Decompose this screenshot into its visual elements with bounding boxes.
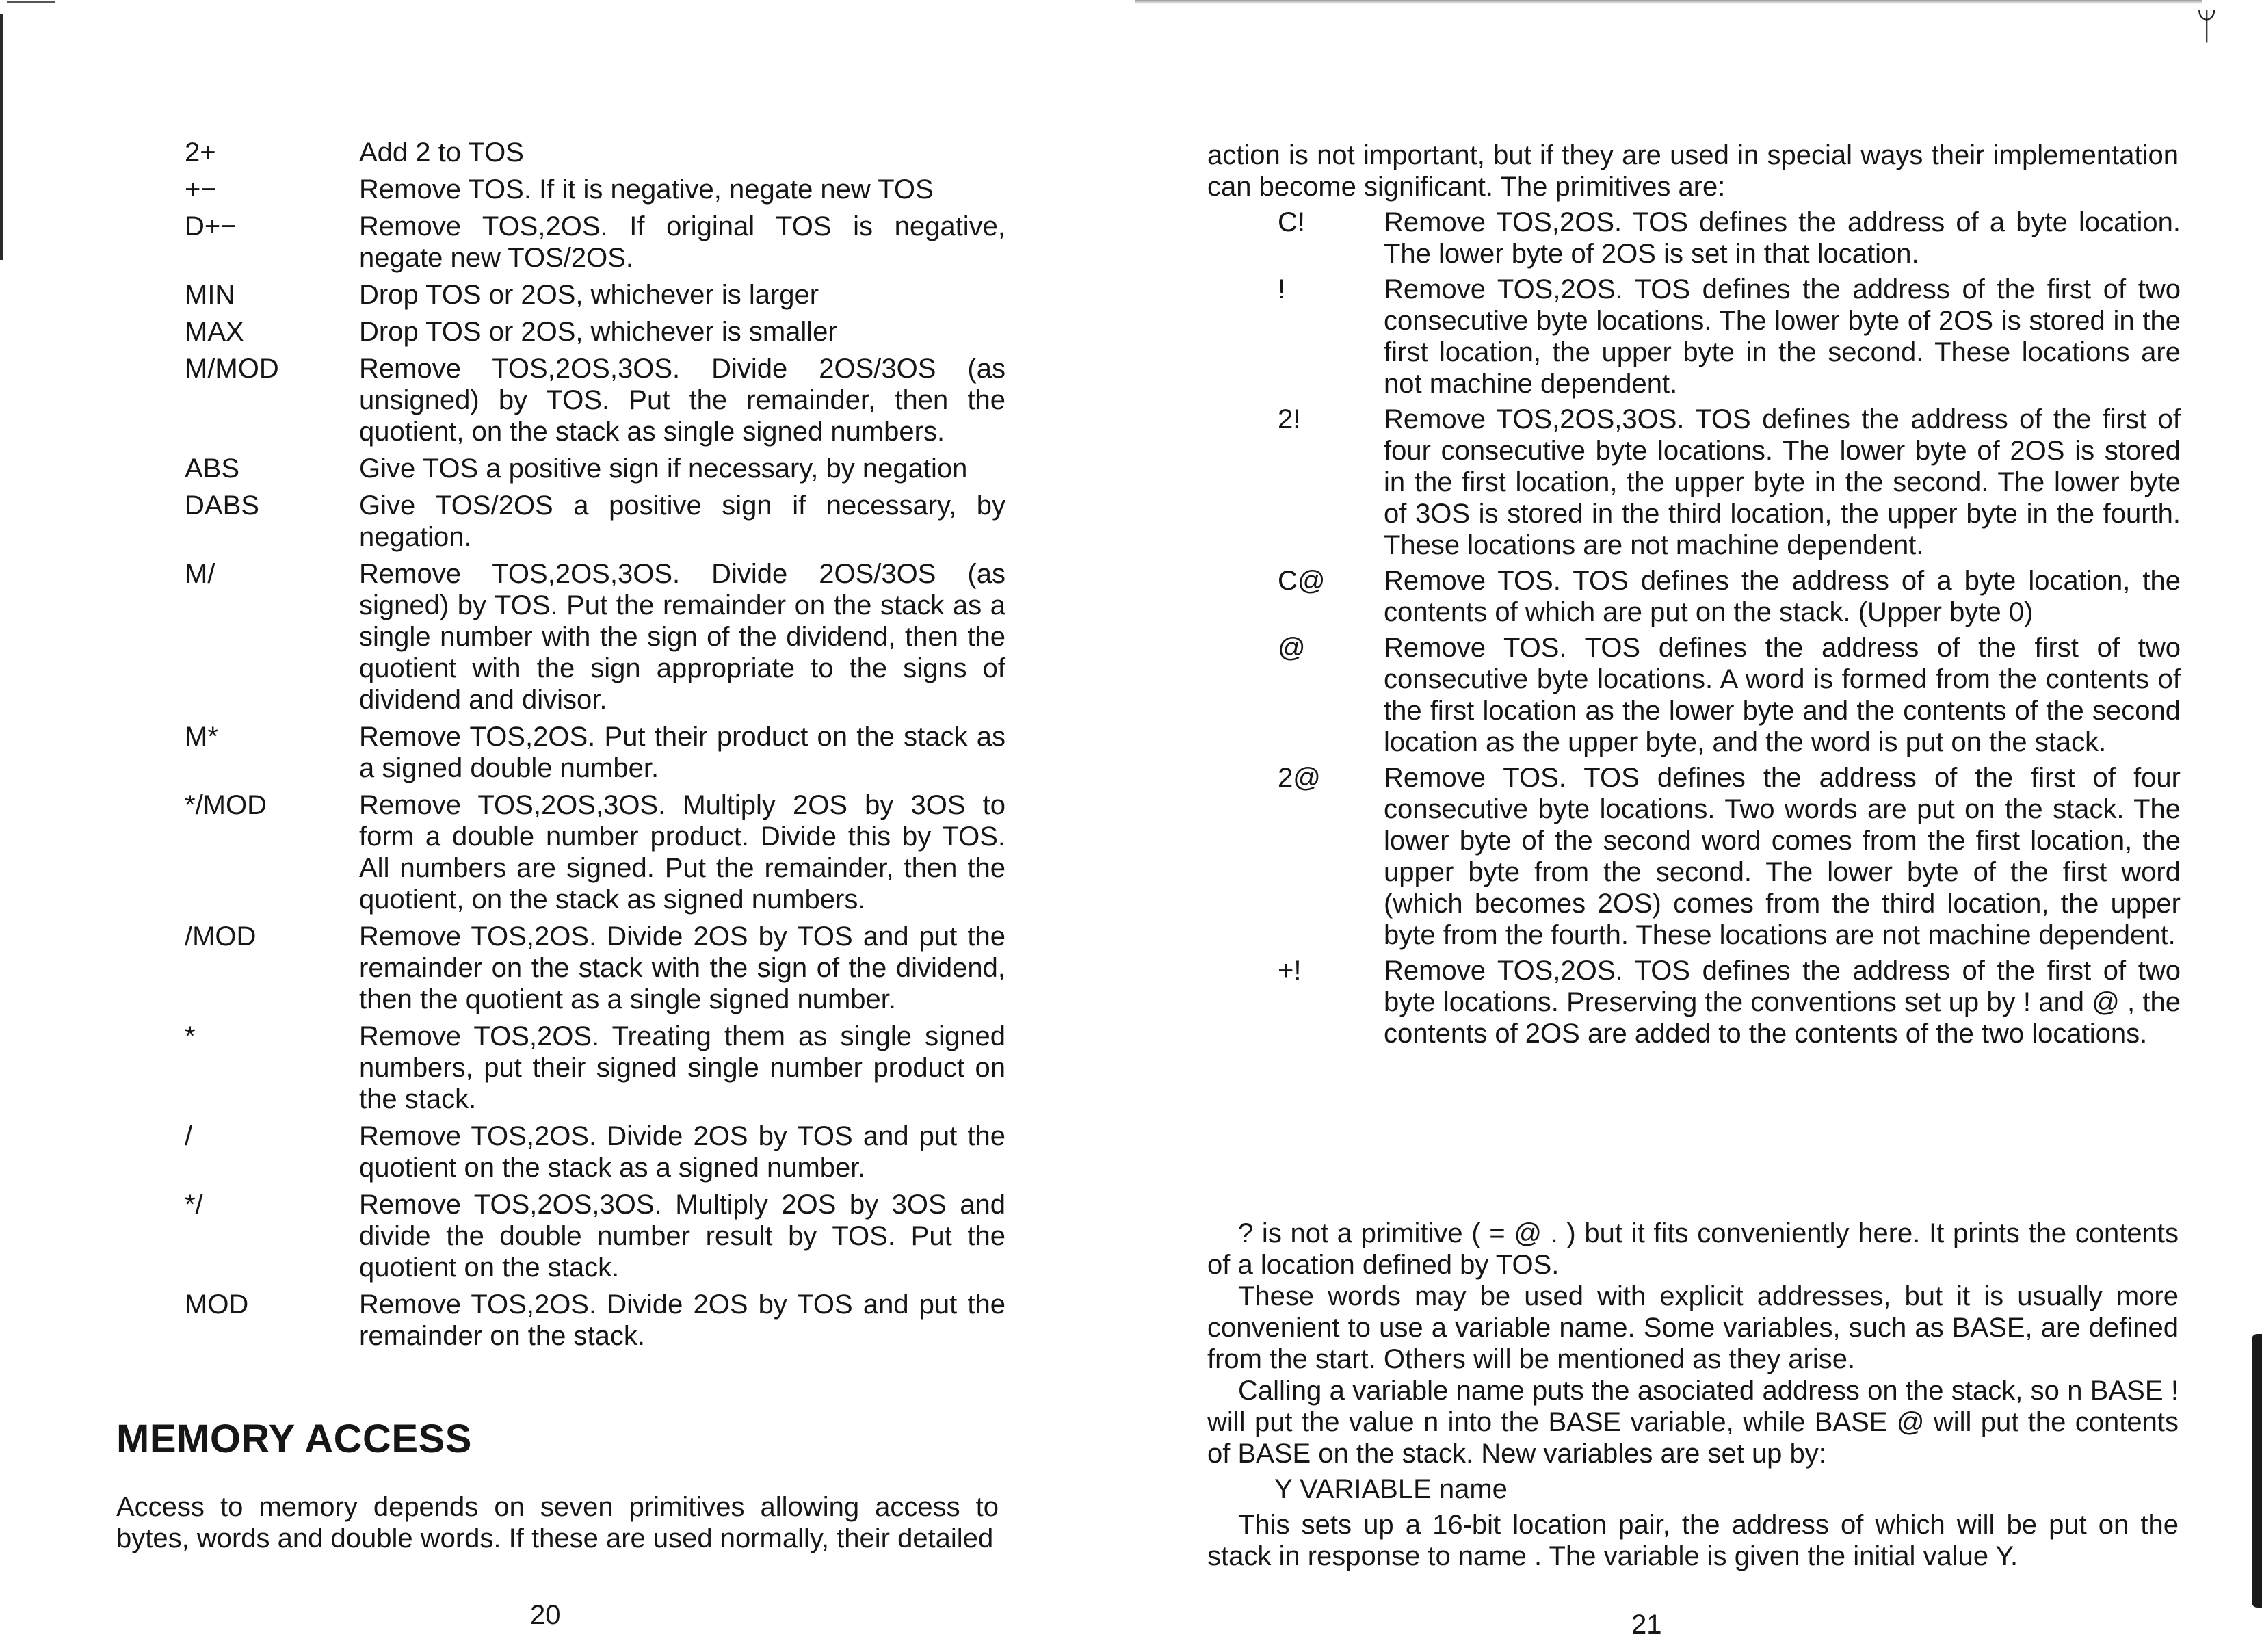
primitive-row bbox=[1278, 207, 2181, 270]
definition-term: M/ bbox=[185, 559, 215, 589]
definition-description: Remove TOS,2OS. Put their product on the stack as a signed double number. bbox=[359, 722, 1005, 783]
primitive-definitions bbox=[1278, 207, 2181, 1053]
definition-term: * bbox=[185, 1021, 196, 1051]
scan-mark-top-right: ᛘ bbox=[2196, 6, 2218, 47]
primitive-term: @ bbox=[1278, 633, 1306, 663]
primitive-description: Remove TOS. TOS defines the address of the first of four consecutive byte locations. Two words are put on the stack. The lower byte of the second word comes from the first location, the upper byte from the second. The lower byte of the first word (which becomes 2OS) comes from the third location, the upper byte from the fourth. These locations are not machine dependent. bbox=[1384, 763, 2181, 950]
definition-row bbox=[185, 137, 1005, 168]
definition-term: DABS bbox=[185, 490, 259, 521]
definition-term: MIN bbox=[185, 280, 235, 310]
definition-row bbox=[185, 921, 1005, 1015]
definition-term: / bbox=[185, 1121, 193, 1151]
definition-row bbox=[185, 453, 1005, 484]
definition-term: /MOD bbox=[185, 921, 257, 952]
notes-section bbox=[1207, 1218, 2179, 1572]
definition-description: Drop TOS or 2OS, whichever is larger bbox=[359, 280, 819, 310]
section-heading: MEMORY ACCESS bbox=[116, 1417, 472, 1461]
definition-term: 2+ bbox=[185, 137, 216, 168]
definition-row bbox=[185, 174, 1005, 205]
note-paragraph: ? is not a primitive ( = @ . ) but it fits conveniently here. It prints the contents of a location defined by TOS. bbox=[1207, 1218, 2179, 1280]
page-number: 21 bbox=[1631, 1610, 1662, 1640]
definition-row bbox=[185, 279, 1005, 311]
definition-description: Remove TOS,2OS,3OS. Divide 2OS/3OS (as unsigned) by TOS. Put the remainder, then the quotient, on the stack as single signed numbers. bbox=[359, 354, 1005, 447]
continuation-paragraph: action is not important, but if they are used in special ways their implementation can become significant. The primitives are: bbox=[1207, 140, 2179, 202]
primitive-term: C! bbox=[1278, 207, 1305, 237]
note-paragraph: Calling a variable name puts the asociated address on the stack, so n BASE ! will put the value n into the BASE variable, while BASE @ will put the contents of BASE on the stack. New variables are set up by: bbox=[1207, 1376, 2179, 1469]
note-paragraph: These words may be used with explicit addresses, but it is usually more convenient to use a variable name. Some variables, such as BASE, are defined from the start. Others will be mentioned as they arise. bbox=[1207, 1281, 2179, 1374]
primitive-row bbox=[1278, 632, 2181, 758]
closing-paragraph: This sets up a 16-bit location pair, the address of which will be put on the stack in response to name . The variable is given the initial value Y. bbox=[1207, 1510, 2179, 1571]
primitive-description: Remove TOS. TOS defines the address of the first of two consecutive byte locations. A word is formed from the contents of the first location as the lower byte and the contents of the second location as the upper byte, and the word is put on the stack. bbox=[1384, 633, 2181, 757]
definition-term: M/MOD bbox=[185, 354, 279, 384]
primitive-description: Remove TOS,2OS. TOS defines the address of the first of two byte locations. Preserving the conventions set up by ! and @ , the contents of 2OS are added to the contents of the two locations. bbox=[1384, 956, 2181, 1049]
definition-description: Give TOS a positive sign if necessary, by negation bbox=[359, 454, 968, 484]
definition-description: Remove TOS,2OS,3OS. Divide 2OS/3OS (as signed) by TOS. Put the remainder on the stack as a single number with the sign of the dividend, then the quotient with the sign appropriate to the signs of dividend and divisor. bbox=[359, 559, 1005, 715]
definition-term: MAX bbox=[185, 317, 244, 347]
definition-row bbox=[185, 211, 1005, 274]
definition-row bbox=[185, 789, 1005, 915]
definition-description: Drop TOS or 2OS, whichever is smaller bbox=[359, 317, 837, 347]
definition-description: Remove TOS,2OS. Treating them as single signed numbers, put their signed single number product on the stack. bbox=[359, 1021, 1005, 1114]
definition-term: */ bbox=[185, 1190, 203, 1220]
primitive-row bbox=[1278, 762, 2181, 951]
definition-term: ABS bbox=[185, 454, 240, 484]
primitive-description: Remove TOS,2OS. TOS defines the address of the first of two consecutive byte locations. The lower byte of 2OS is stored in the first location, the upper byte in the second. These locations are not machine dependent. bbox=[1384, 274, 2181, 399]
definition-description: Give TOS/2OS a positive sign if necessary, by negation. bbox=[359, 490, 1005, 552]
definition-description: Remove TOS,2OS. Divide 2OS by TOS and put the remainder on the stack with the sign of the dividend, then the quotient as a single signed number. bbox=[359, 921, 1005, 1014]
code-example: Y VARIABLE name bbox=[1274, 1474, 1508, 1504]
primitive-term: ! bbox=[1278, 274, 1286, 304]
right-page bbox=[1122, 0, 2262, 1652]
definition-term: */MOD bbox=[185, 790, 267, 820]
definition-term: +− bbox=[185, 174, 217, 205]
primitive-row bbox=[1278, 274, 2181, 399]
left-page bbox=[0, 0, 1122, 1652]
primitive-description: Remove TOS,2OS,3OS. TOS defines the address of the first of four consecutive byte locations. The lower byte of 2OS is stored in the first location, the upper byte in the second. The lower byte of 3OS is stored in the third location, the upper byte in the fourth. These locations are not machine dependent. bbox=[1384, 404, 2181, 560]
definition-row bbox=[185, 353, 1005, 447]
primitive-term: 2! bbox=[1278, 404, 1301, 434]
page-number: 20 bbox=[530, 1600, 561, 1630]
intro-paragraph: Access to memory depends on seven primitives allowing access to bytes, words and double words. If these are used normally, their detailed bbox=[116, 1492, 999, 1553]
primitive-term: +! bbox=[1278, 956, 1302, 986]
definition-description: Remove TOS. If it is negative, negate new TOS bbox=[359, 174, 934, 205]
definition-term: M* bbox=[185, 722, 218, 752]
definition-row bbox=[185, 490, 1005, 553]
definition-term: D+− bbox=[185, 211, 237, 241]
definition-description: Remove TOS,2OS,3OS. Multiply 2OS by 3OS to form a double number product. Divide this by TOS. All numbers are signed. Put the remainder, then the quotient, on the stack as signed numbers. bbox=[359, 790, 1005, 915]
definition-description: Remove TOS,2OS,3OS. Multiply 2OS by 3OS and divide the double number result by TOS. Put the quotient on the stack. bbox=[359, 1190, 1005, 1283]
definition-row bbox=[185, 1120, 1005, 1183]
definition-row bbox=[185, 558, 1005, 716]
definition-term: MOD bbox=[185, 1289, 249, 1320]
definition-description: Remove TOS,2OS. If original TOS is negative, negate new TOS/2OS. bbox=[359, 211, 1005, 273]
definition-row bbox=[185, 1021, 1005, 1115]
definition-row bbox=[185, 721, 1005, 784]
definition-row bbox=[185, 1189, 1005, 1283]
definition-row bbox=[185, 1289, 1005, 1352]
definition-description: Remove TOS,2OS. Divide 2OS by TOS and put the quotient on the stack as a signed number. bbox=[359, 1121, 1005, 1183]
primitive-term: C@ bbox=[1278, 566, 1326, 596]
primitive-term: 2@ bbox=[1278, 763, 1321, 793]
primitive-row bbox=[1278, 565, 2181, 628]
primitive-row bbox=[1278, 955, 2181, 1049]
primitive-description: Remove TOS. TOS defines the address of a byte location, the contents of which are put on the stack. (Upper byte 0) bbox=[1384, 566, 2181, 627]
definition-description: Remove TOS,2OS. Divide 2OS by TOS and put the remainder on the stack. bbox=[359, 1289, 1005, 1351]
arithmetic-definitions bbox=[185, 137, 1005, 1357]
definition-row bbox=[185, 316, 1005, 348]
definition-description: Add 2 to TOS bbox=[359, 137, 524, 168]
primitive-row bbox=[1278, 404, 2181, 561]
primitive-description: Remove TOS,2OS. TOS defines the address of a byte location. The lower byte of 2OS is set in that location. bbox=[1384, 207, 2181, 269]
